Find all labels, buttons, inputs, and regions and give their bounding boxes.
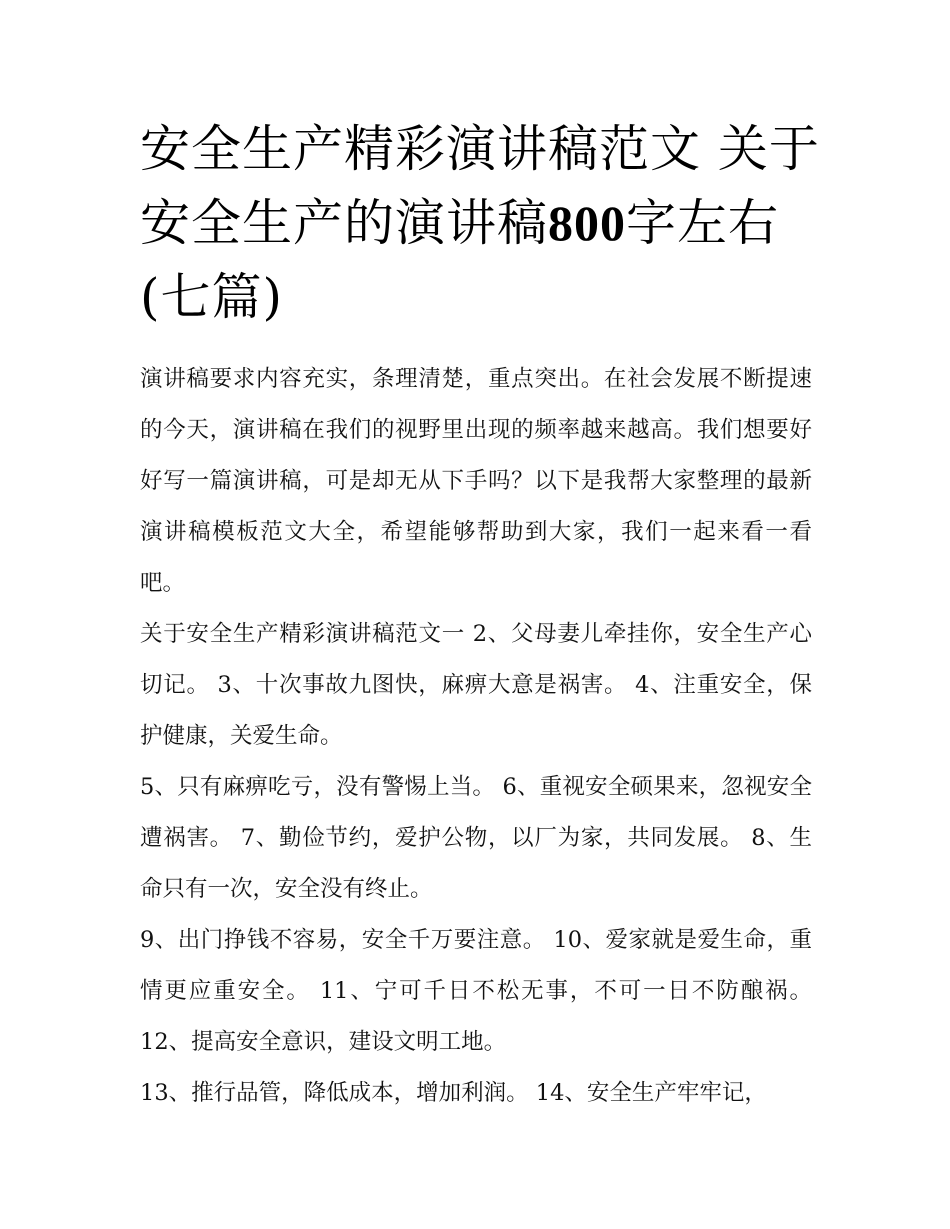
title-text-part2: 字左右(七篇) [140, 194, 779, 326]
paragraph: 关于安全生产精彩演讲稿范文一 2、父母妻儿牵挂你，安全生产心切记。 3、十次事故九图快，麻痹大意是祸害。 4、注重安全，保护健康，关爱生命。 [140, 621, 812, 749]
document-body [140, 354, 812, 1119]
paragraph: 5、只有麻痹吃亏，没有警惕上当。 6、重视安全硕果来，忽视安全遭祸害。 7、勤俭节约，爱护公物，以厂为家，共同发展。 8、生命只有一次，安全没有终止。 [140, 774, 812, 902]
title-text-part1: 安全生产精彩演讲稿范文 关于安全生产的演讲稿 [140, 120, 820, 252]
title-number: 800 [548, 195, 626, 251]
paragraph: 13、推行品管，降低成本，增加利润。 14、安全生产牢牢记， [140, 1080, 767, 1106]
document-title [140, 112, 830, 334]
paragraph-intro: 演讲稿要求内容充实，条理清楚，重点突出。在社会发展不断提速的今天，演讲稿在我们的视野里出现的频率越来越高。我们想要好好写一篇演讲稿，可是却无从下手吗？以下是我帮大家整理的最新演讲稿模板范文大全，希望能够帮助到大家，我们一起来看一看吧。 [140, 366, 812, 596]
paragraph: 9、出门挣钱不容易，安全千万要注意。 10、爱家就是爱生命，重情更应重安全。 11、宁可千日不松无事，不可一日不防酿祸。 12、提高安全意识，建设文明工地。 [140, 927, 812, 1055]
